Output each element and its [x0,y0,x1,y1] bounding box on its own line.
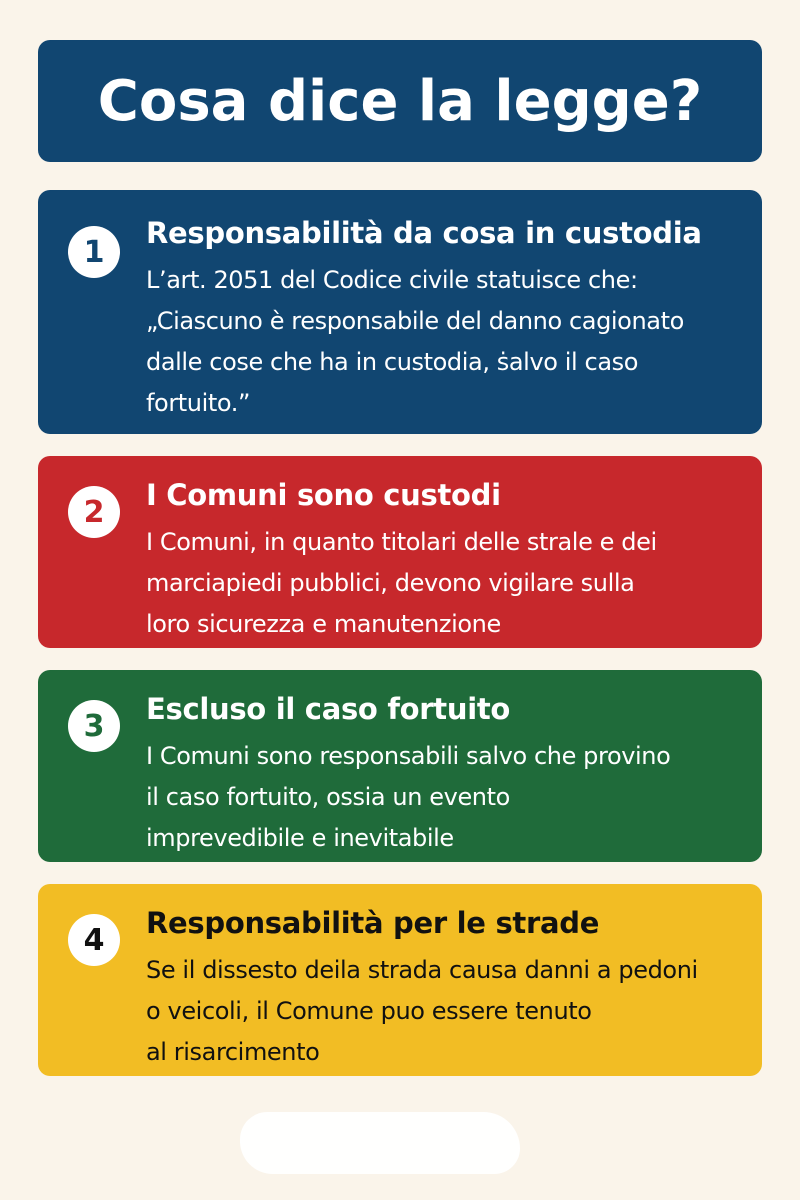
white-smudge [240,1112,520,1174]
text-line: I Comuni, in quanto titolari delle strale e dei [146,528,657,556]
text-line: marciapiedi pubblici, devono vigilare sulla [146,569,635,597]
page-title: Cosa dice la legge? [97,68,703,134]
number-badge [68,700,120,752]
card-fortuitous-event [38,670,762,862]
text-line: fortuito.” [146,389,251,417]
card-custody-liability [38,190,762,434]
card-road-liability [38,884,762,1076]
number-badge [68,914,120,966]
card-content [146,474,740,645]
card-municipalities-custodians [38,456,762,648]
number-badge [68,226,120,278]
text-line: L’art. 2051 del Codice civile statuisce che: [146,266,638,294]
text-line: dalle cose che ha in custodia, ṡalvo il caso [146,348,639,376]
card-content [146,902,740,1073]
card-content [146,212,740,424]
badge-number: 4 [83,922,105,958]
card-text [146,260,740,424]
card-text [146,522,740,645]
card-title: Responsabilità da cosa in custodia [146,216,702,250]
card-text [146,736,740,859]
badge-number: 1 [83,234,105,270]
text-line: I Comuni sono responsabili salvo che provino [146,742,671,770]
number-badge [68,486,120,538]
card-content [146,688,740,859]
text-line: „Ciascuno è responsabile del danno cagionato [146,307,684,335]
card-title: I Comuni sono custodi [146,478,501,512]
badge-number: 2 [83,494,105,530]
text-line: o veicoli, il Comune puo essere tenuto [146,997,592,1025]
text-line: imprevedibile e inevitabile [146,824,454,852]
text-line: il caso fortuito, ossia un evento [146,783,510,811]
header-banner [38,40,762,162]
text-line: al risarcimento [146,1038,320,1066]
badge-number: 3 [83,708,105,744]
text-line: loro sicurezza e manutenzione [146,610,501,638]
text-line: Se il dissesto deila strada causa danni a pedoni [146,956,698,984]
card-title: Escluso il caso fortuito [146,692,511,726]
card-text [146,950,740,1073]
card-title: Responsabilità per le strade [146,906,600,940]
